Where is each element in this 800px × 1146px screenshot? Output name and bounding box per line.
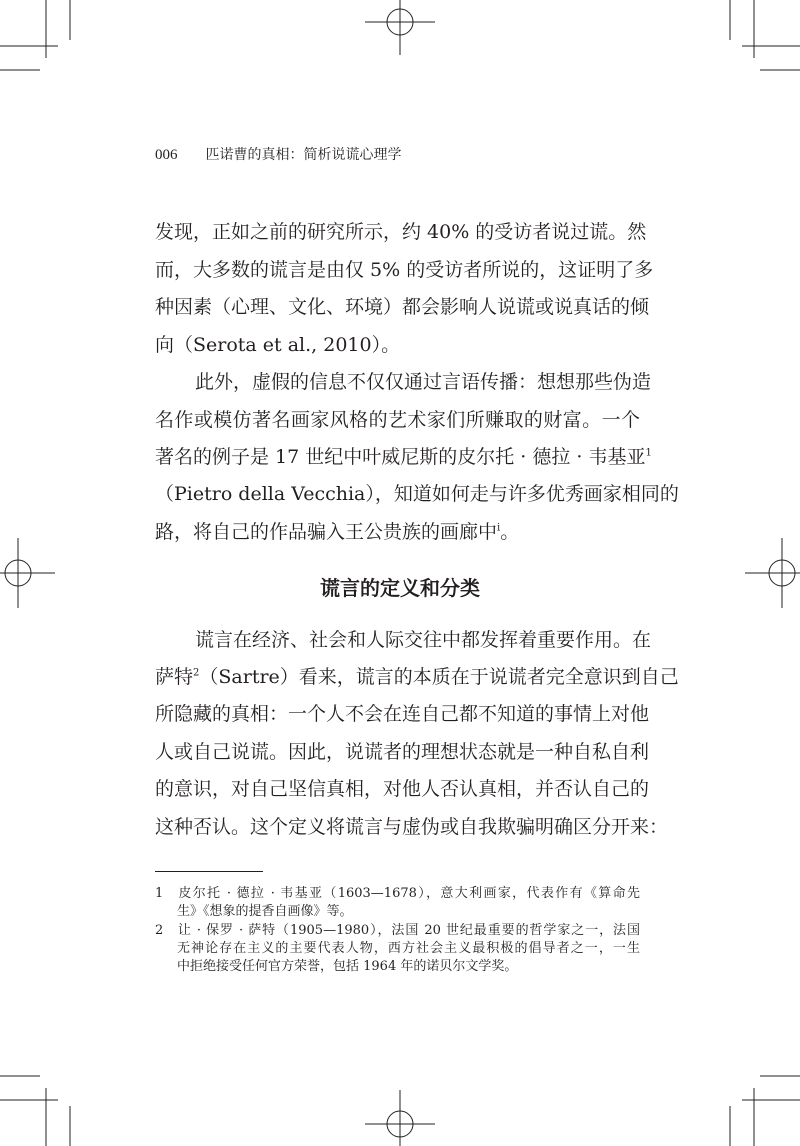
body-line: 此外，虚假的信息不仅仅通过言语传播：想想那些伪造 (195, 371, 652, 393)
footnote-number: 1 (155, 886, 164, 901)
section-heading: 谎言的定义和分类 (320, 576, 480, 600)
footnote-text: 皮尔托 · 德拉 · 韦基亚（1603—1678），意大利画家，代表作有《算命先 (177, 886, 640, 901)
body-text: 。 (500, 521, 520, 543)
body-line: 向（Serota et al., 2010）。 (155, 334, 401, 356)
body-line: 而，大多数的谎言是由仅 5% 的受访者所说的，这证明了多 (155, 259, 654, 281)
body-text: 著名的例子是 17 世纪中叶威尼斯的皮尔托 · 德拉 · 韦基亚 (155, 446, 646, 468)
footnote-2-cont: 中拒绝接受任何官方荣誉，包括 1964 年的诺贝尔文学奖。 (177, 959, 518, 974)
footnote-2 (155, 922, 640, 940)
registration-target-top (365, 0, 435, 55)
running-header (155, 144, 402, 164)
body-line: 谎言在经济、社会和人际交往中都发挥着重要作用。在 (195, 629, 652, 651)
footnote-2-cont: 无神论存在主义的主要代表人物，西方社会主义最积极的倡导者之一，一生 (177, 941, 640, 956)
footnote-1 (155, 885, 640, 903)
footnote-1-cont: 生》《想象的提香自画像》等。 (177, 904, 353, 919)
registration-target-bottom (365, 1090, 435, 1146)
footnote-number: 2 (155, 923, 164, 938)
body-line (155, 445, 652, 469)
body-text: 路，将自己的作品骗入王公贵族的画廊中 (155, 521, 498, 543)
page-number: 006 (155, 147, 178, 163)
footnote-text: 让 · 保罗 · 萨特（1905—1980），法国 20 世纪最重要的哲学家之一，法国 (177, 923, 640, 938)
footnote-ref-2[interactable]: 2 (193, 667, 200, 679)
body-line: （Pietro della Vecchia），知道如何走与许多优秀画家相同的 (155, 483, 679, 505)
body-line: 所隐藏的真相：一个人不会在连自己都不知道的事情上对他 (155, 703, 650, 725)
book-title: 匹诺曹的真相：简析说谎心理学 (205, 147, 402, 163)
body-line: 名作或模仿著名画家风格的艺术家们所赚取的财富。一个 (155, 409, 640, 431)
body-line (155, 520, 640, 544)
body-line: 发现，正如之前的研究所示，约 40% 的受访者说过谎。然 (155, 221, 647, 243)
endnote-ref-i[interactable]: i (497, 522, 501, 534)
body-text: 萨特 (155, 666, 194, 688)
body-line: 的意识，对自己坚信真相，对他人否认真相，并否认自己的 (155, 778, 650, 800)
footnote-ref-1[interactable]: 1 (645, 447, 652, 459)
body-line (155, 665, 679, 689)
body-line: 人或自己说谎。因此，说谎者的理想状态就是一种自私自利 (155, 741, 650, 763)
body-text: （Sartre）看来，谎言的本质在于说谎者完全意识到自己 (199, 666, 679, 688)
footnote-divider (155, 871, 263, 872)
body-line: 种因素（心理、文化、环境）都会影响人说谎或说真话的倾 (155, 296, 650, 318)
body-line: 这种否认。这个定义将谎言与虚伪或自我欺骗明确区分开来： (155, 816, 669, 838)
